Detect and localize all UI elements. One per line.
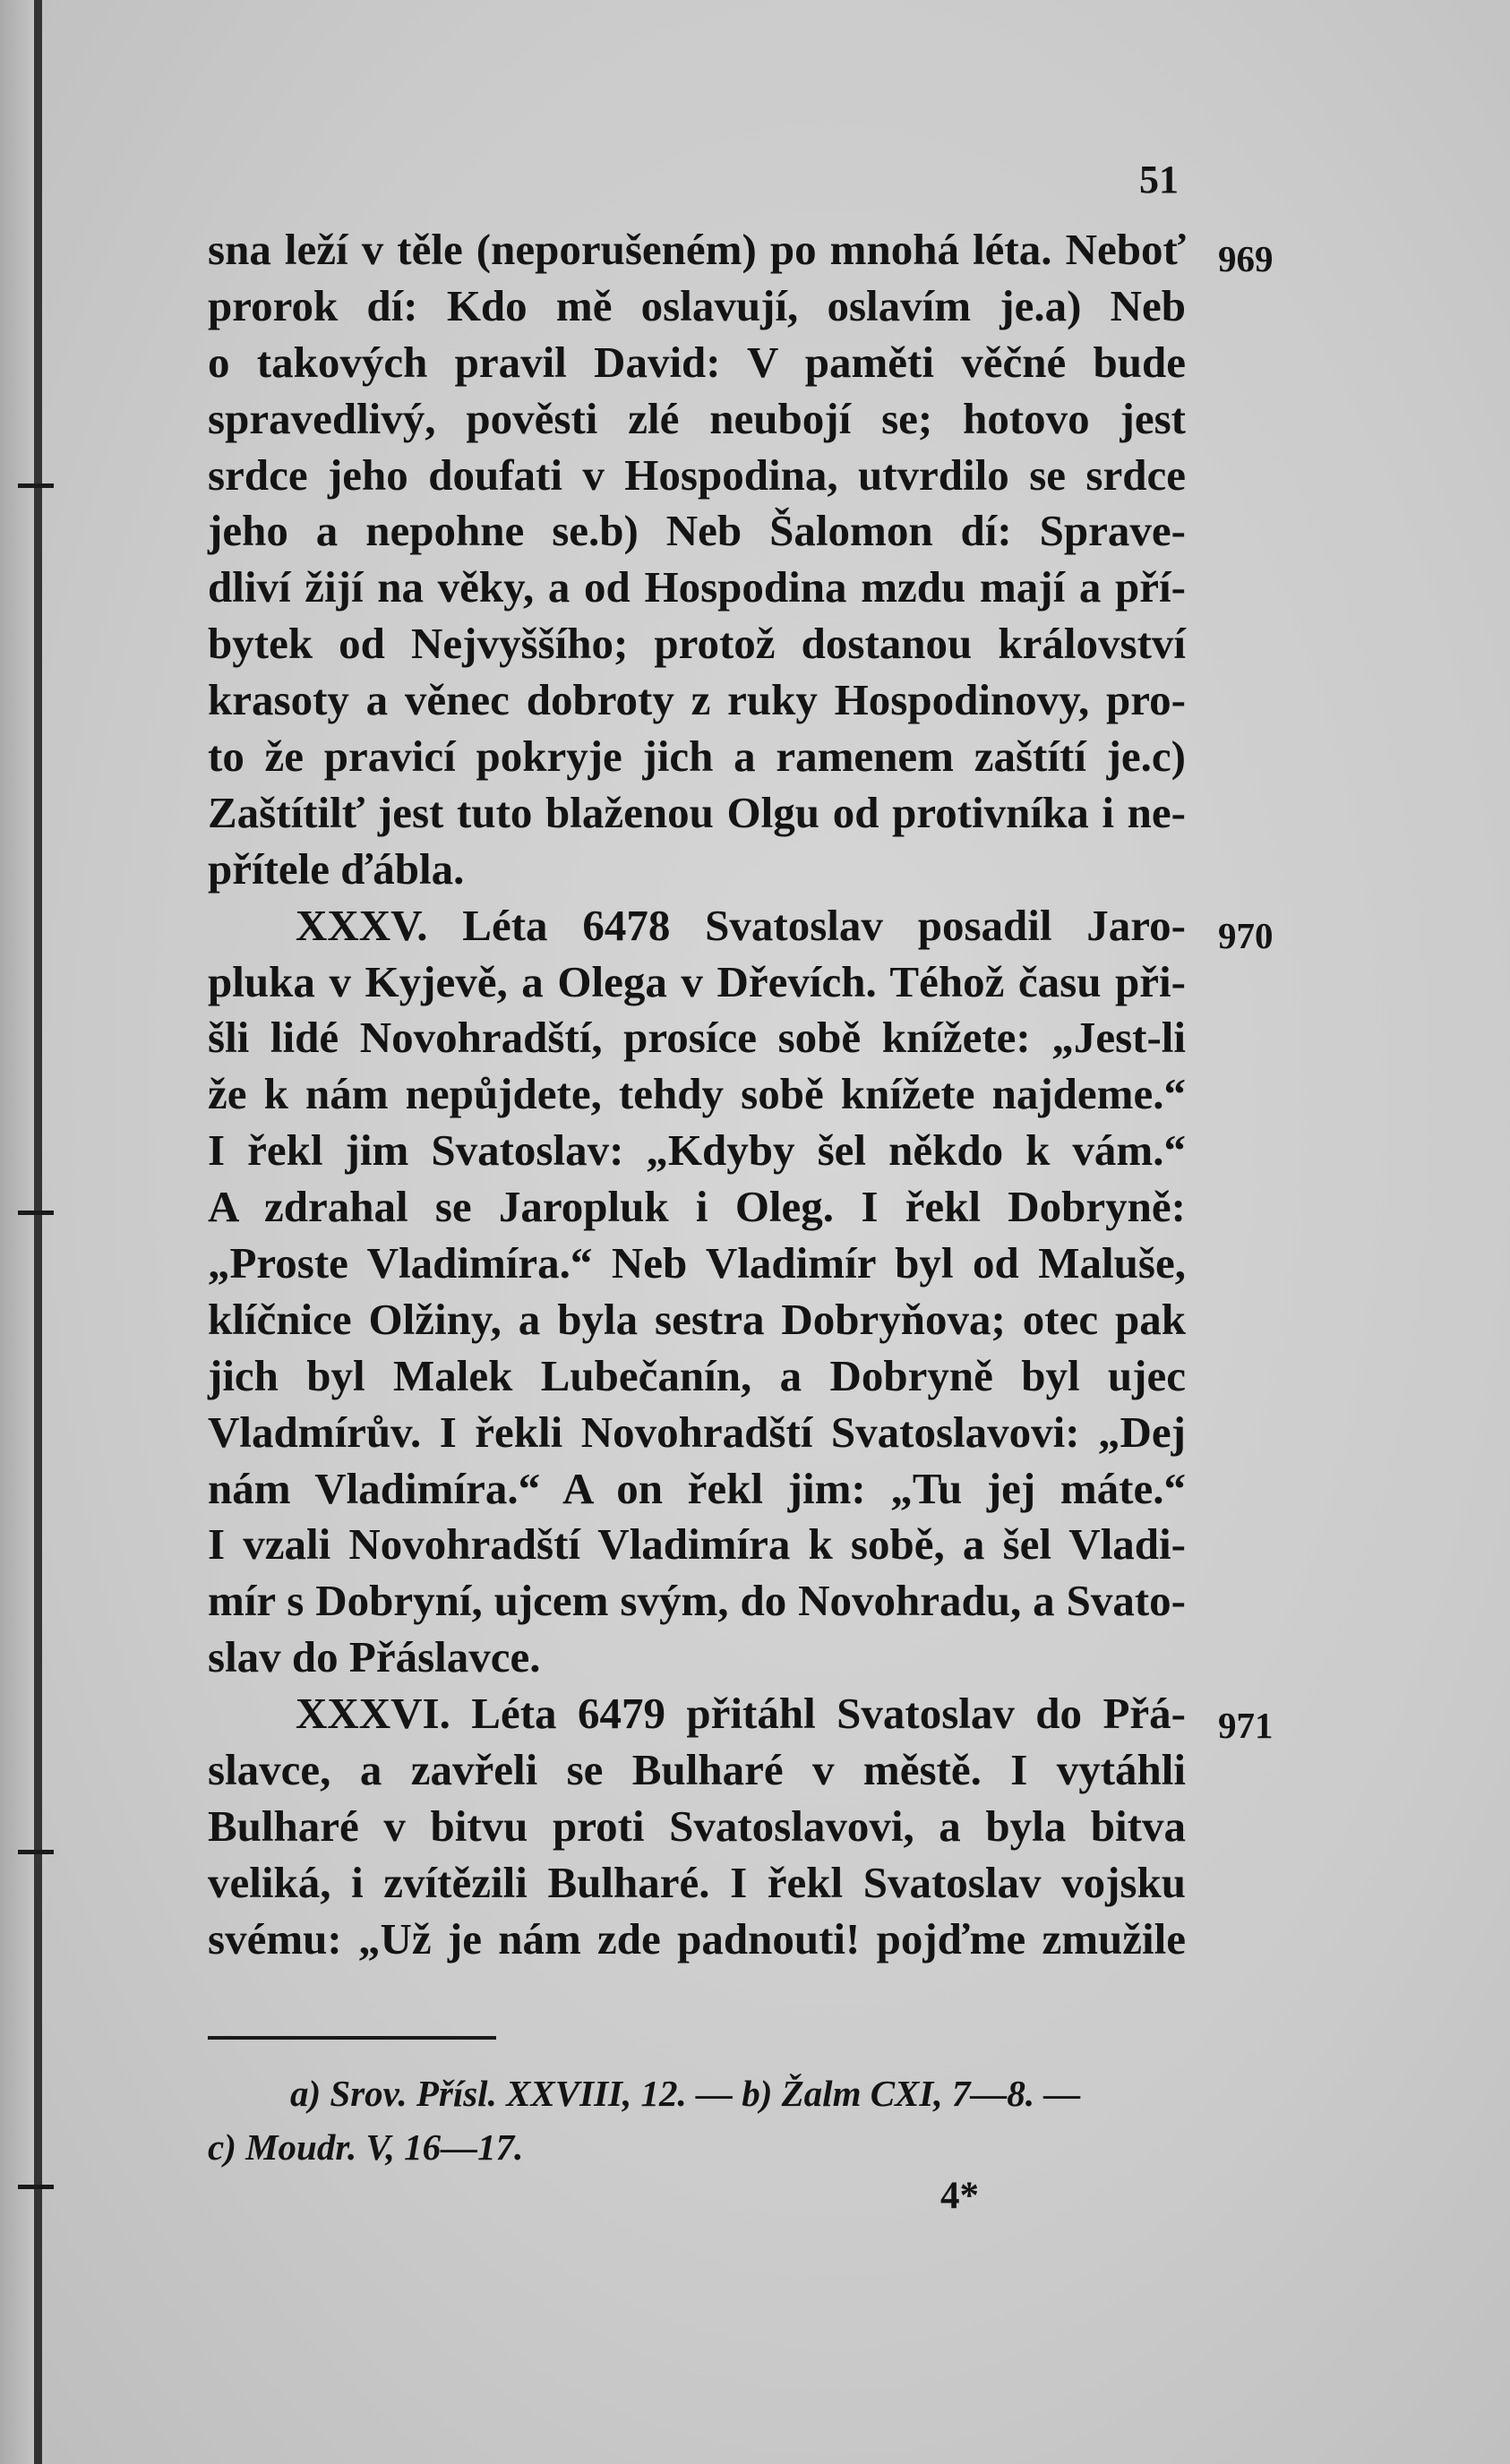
body-text: [208, 222, 1186, 1968]
text-line: Vladmírův. I řekli Novohradští Svatoslavovi: „Dej: [208, 1407, 1186, 1457]
chapter-heading-line: XXXVI. Léta 6479 přitáhl Svatoslav do Přá-: [296, 1689, 1186, 1739]
text-line: to že pravicí pokryje jich a ramenem zaštítí je.c): [208, 732, 1186, 782]
text-line: krasoty a věnec dobroty z ruky Hospodinovy, pro-: [208, 675, 1186, 725]
text-line: Bulharé v bitvu proti Svatoslavovi, a byla bitva: [208, 1801, 1186, 1851]
margin-year-970: 970: [1218, 915, 1274, 956]
text-line: pluka v Kyjevě, a Olega v Dřevích. Téhož času při-: [208, 956, 1186, 1006]
text-line: sna leží v těle (neporušeném) po mnohá léta. Neboť: [208, 225, 1186, 274]
footnote-line: c) Moudr. V, 16—17.: [208, 2126, 524, 2168]
text-line: spravedlivý, pověsti zlé neubojí se; hotovo jest: [208, 393, 1186, 443]
text-line: jich byl Malek Lubečanín, a Dobryně byl ujec: [208, 1350, 1186, 1400]
text-line: šli lidé Novohradští, prosíce sobě knížete: „Jest-li: [208, 1013, 1186, 1063]
edge-mark: [18, 483, 54, 488]
text-line: „Proste Vladimíra.“ Neb Vladimír byl od Maluše,: [208, 1238, 1186, 1288]
text-line: dliví žijí na věky, a od Hospodina mzdu mají a pří-: [208, 562, 1186, 612]
edge-mark: [18, 2185, 54, 2189]
edge-mark: [18, 1850, 54, 1854]
signature-mark: 4*: [940, 2175, 979, 2217]
text-line: klíčnice Olžiny, a byla sestra Dobryňova; otec pak: [208, 1294, 1186, 1344]
chapter-heading-line: XXXV. Léta 6478 Svatoslav posadil Jaro-: [296, 900, 1186, 950]
text-line: veliká, i zvítězili Bulharé. I řekl Svatoslav vojsku: [208, 1857, 1186, 1907]
text-line: bytek od Nejvyššího; protož dostanou království: [208, 619, 1186, 669]
text-line: jeho a nepohne se.b) Neb Šalomon dí: Sprave-: [208, 506, 1186, 556]
text-line: slavce, a zavřeli se Bulharé v městě. I vytáhli: [208, 1745, 1186, 1795]
footnotes: [208, 2066, 1186, 2174]
edge-mark: [18, 1211, 54, 1215]
text-line: o takových pravil David: V paměti věčné bude: [208, 337, 1186, 387]
text-line: přítele ďábla.: [208, 843, 465, 894]
text-line: nám Vladimíra.“ A on řekl jim: „Tu jej máte.“: [208, 1463, 1186, 1513]
margin-year-969: 969: [1218, 238, 1274, 279]
text-line: A zdrahal se Jaropluk i Oleg. I řekl Dobryně:: [208, 1182, 1186, 1232]
binding-shadow: [0, 0, 34, 2464]
margin-year-971: 971: [1218, 1705, 1274, 1746]
footnote-line: a) Srov. Přísl. XXVIII, 12. — b) Žalm CXI, 7—8. —: [290, 2073, 1081, 2114]
text-line: mír s Dobryní, ujcem svým, do Novohradu, a Svato-: [208, 1576, 1186, 1626]
text-line: Zaštítilť jest tuto blaženou Olgu od protivníka i ne-: [208, 787, 1186, 837]
text-line: I řekl jim Svatoslav: „Kdyby šel někdo k vám.“: [208, 1125, 1186, 1176]
text-line: prorok dí: Kdo mě oslavují, oslavím je.a) Neb: [208, 280, 1186, 330]
text-line: svému: „Už je nám zde padnouti! pojďme zmužile: [208, 1913, 1186, 1964]
text-line: slav do Přáslavce.: [208, 1632, 541, 1682]
binding-edge: [34, 0, 42, 2464]
footnote-rule: [208, 2036, 496, 2040]
text-line: srdce jeho doufati v Hospodina, utvrdilo se srdce: [208, 449, 1186, 500]
text-line: že k nám nepůjdete, tehdy sobě knížete najdeme.“: [208, 1069, 1186, 1119]
text-line: I vzali Novohradští Vladimíra k sobě, a šel Vladi-: [208, 1519, 1186, 1570]
page-number: 51: [1139, 158, 1179, 201]
